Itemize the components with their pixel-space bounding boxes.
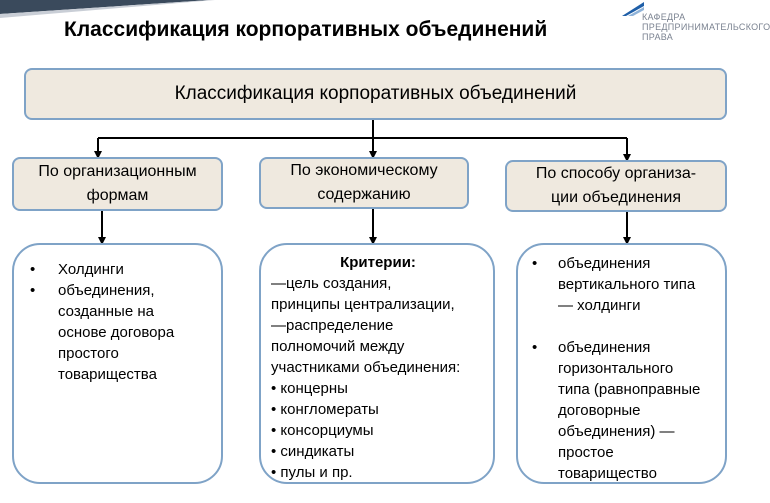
bullet-icon: •	[532, 339, 538, 356]
criteria-line: —распределение	[271, 317, 394, 334]
item-line: объединения	[558, 339, 651, 356]
item-line: объединения	[558, 255, 651, 272]
logo-line-2: ПРЕДПРИНИМАТЕЛЬСКОГО	[642, 22, 770, 32]
logo-line-1: КАФЕДРА	[642, 12, 686, 22]
logo-line-3: ПРАВА	[642, 32, 674, 42]
item-line: объединения,	[58, 282, 155, 299]
criteria-line: • синдикаты	[271, 443, 355, 460]
list-item	[530, 253, 717, 316]
criteria-line: принципы централизации,	[271, 296, 455, 313]
organization-method-list	[530, 253, 717, 484]
category-org-forms	[12, 157, 223, 211]
category-3-line-1: По способу организа-	[535, 165, 697, 182]
item-line: простого	[58, 345, 119, 362]
category-3-line-2: ции объединения	[550, 189, 681, 206]
item-line: созданные на	[58, 303, 154, 320]
item-line: горизонтального	[558, 360, 674, 377]
item-line: договорные	[558, 402, 641, 419]
criteria-line: • конгломераты	[271, 401, 379, 418]
bullet-icon: •	[30, 261, 36, 278]
criteria-line: полномочий между	[271, 338, 405, 355]
bullet-icon: •	[532, 255, 538, 272]
item-line: товарищество	[558, 465, 657, 482]
main-classification-box	[24, 68, 727, 120]
category-2-line-1: По экономическому	[290, 162, 438, 179]
item-line: типа (равноправные	[558, 381, 701, 398]
panel-org-forms	[12, 243, 223, 484]
item-line: — холдинги	[558, 297, 641, 314]
criteria-line: • консорциумы	[271, 422, 374, 439]
item-line: простое	[558, 444, 614, 461]
criteria-line: • пулы и пр.	[271, 464, 353, 481]
category-economic-content	[259, 157, 469, 209]
criteria-line: • концерны	[271, 380, 348, 397]
criteria-title: Критерии:	[340, 254, 416, 271]
criteria-line: участниками объединения:	[271, 359, 461, 376]
main-label: Классификация корпоративных объединений	[174, 83, 577, 104]
page-title: Классификация корпоративных объединений	[64, 18, 548, 41]
category-2-line-2: содержанию	[317, 186, 411, 203]
item-line: вертикального типа	[558, 276, 696, 293]
bullet-icon: •	[30, 282, 36, 299]
item-line: объединения) —	[558, 423, 675, 440]
category-1-line-1: По организационным	[38, 163, 197, 180]
category-1-line-2: формам	[86, 187, 149, 204]
org-forms-list	[28, 259, 211, 385]
list-item	[28, 280, 211, 385]
panel-organization-method	[516, 243, 727, 484]
criteria-line: —цель создания,	[271, 275, 392, 292]
item-line: товарищества	[58, 366, 157, 383]
list-item	[530, 337, 717, 484]
category-organization-method	[505, 160, 727, 212]
item-line: Холдинги	[58, 261, 124, 278]
list-item	[28, 259, 211, 280]
item-line: основе договора	[58, 324, 175, 341]
panel-economic-content	[259, 243, 495, 484]
